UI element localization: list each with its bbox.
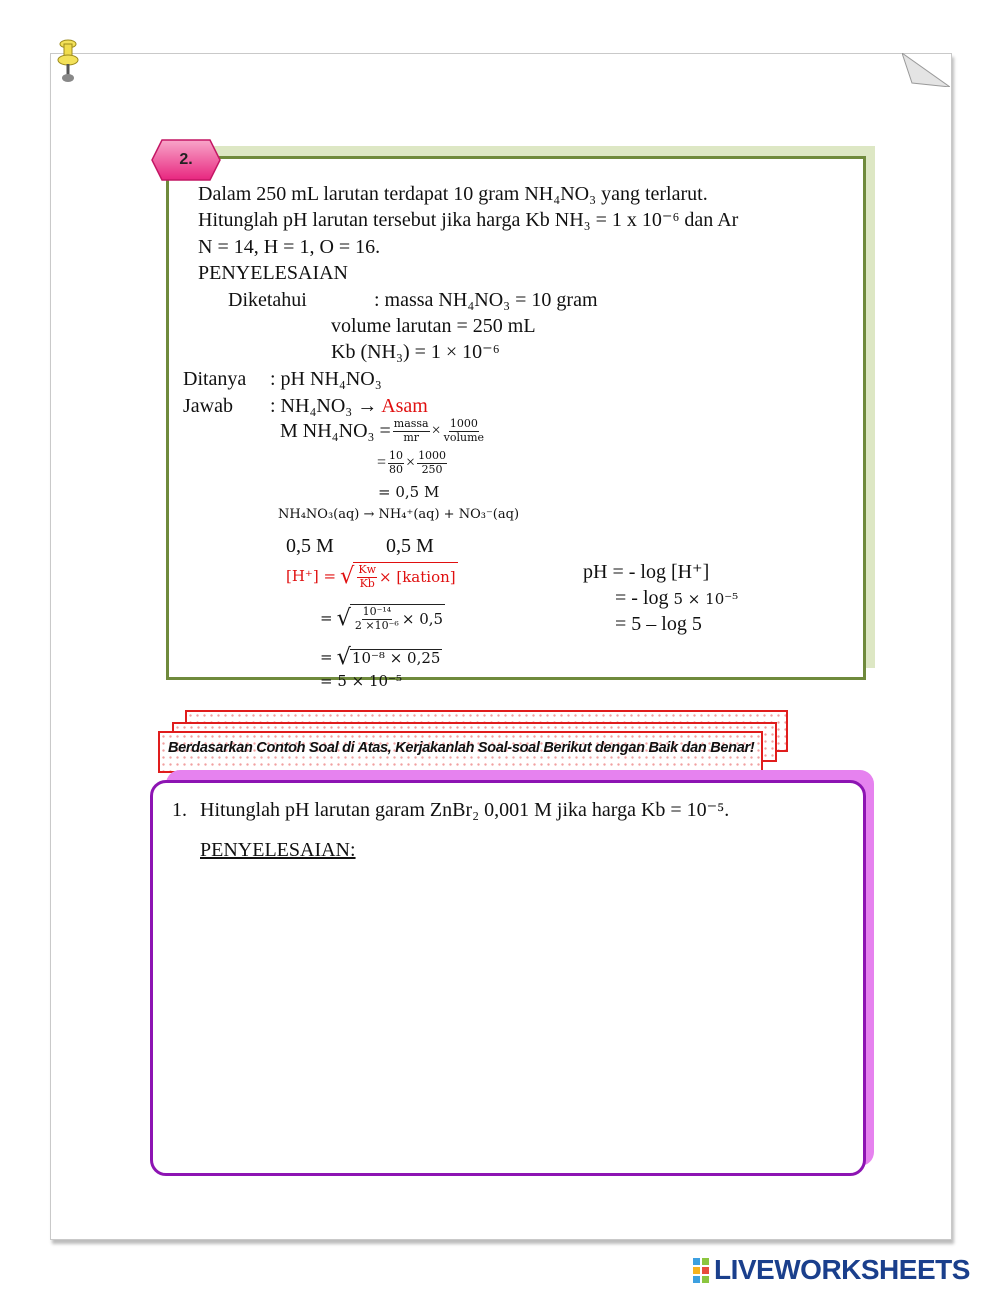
page-curl-corner (902, 53, 950, 87)
example-number: 2. (179, 151, 193, 168)
step1-num: 10⁻¹⁴ (362, 605, 392, 618)
step2-root: 10⁻⁸ × 0,25 (351, 648, 441, 667)
frac-250: 250 (421, 462, 443, 476)
instruction-text: Berdasarkan Contoh Soal di Atas, Kerjakanlah Soal-soal Berikut dengan Baik dan Benar! (168, 740, 755, 756)
ionization-reaction: NH₄NO₃(aq) → NH₄⁺(aq) + NO₃⁻(aq) (278, 507, 520, 522)
known-volume: volume larutan = 250 mL (331, 315, 536, 337)
kw-over-kb-fraction (357, 564, 377, 590)
problem-line-1: Dalam 250 mL larutan terdapat 10 gram NH₄NO₃ yang terlarut. (198, 183, 708, 205)
hydrogen-ion-formula (286, 562, 458, 590)
1000-over-volume-fraction (443, 418, 485, 444)
asked-value: : pH NH₄NO₃ (270, 368, 382, 390)
frac-80: 80 (389, 462, 404, 476)
problem-line-2: Hitunglah pH larutan tersebut jika harga Kb NH₃ = 1 x 10⁻⁶ dan Ar (198, 209, 739, 231)
mass-over-mr-fraction (393, 418, 430, 444)
liveworksheets-logo[interactable] (692, 1253, 992, 1287)
answer-area[interactable] (170, 870, 845, 1155)
molarity-result: = 0,5 M (378, 483, 440, 501)
step1-root (350, 604, 445, 632)
frac-kb: Kb (359, 576, 375, 590)
1000-over-250-fraction (417, 450, 447, 476)
known-kb: Kb (NH₃) = 1 × 10⁻⁶ (331, 341, 500, 363)
known-mass: : massa NH₄NO₃ = 10 gram (374, 289, 598, 311)
asked-label: Ditanya (183, 368, 247, 390)
concentration-anion: 0,5 M (386, 535, 434, 557)
sqrt-icon-3: √ (336, 644, 351, 670)
example-box (166, 156, 866, 680)
eq-sign-3: = (320, 608, 333, 627)
times-sign: × (431, 422, 441, 440)
frac-10: 10 (389, 449, 404, 462)
step1-fraction (354, 606, 400, 632)
molarity-lhs: M NH₄NO₃ = (280, 420, 391, 443)
frac-massa: massa (393, 417, 429, 430)
answer-line (270, 396, 428, 416)
h-step-2 (320, 646, 442, 669)
molarity-formula (280, 418, 487, 444)
h-step-1 (320, 604, 445, 632)
h-step-3: = 5 × 10⁻⁵ (320, 672, 403, 690)
solution-heading: PENYELESAIAN (198, 262, 348, 284)
step1-den: 2 ×10⁻⁶ (354, 618, 399, 632)
concentration-cation: 0,5 M (286, 535, 334, 557)
frac-volume: volume (443, 430, 485, 444)
frac-1000: 1000 (449, 417, 478, 430)
brand-name: LIVEWORKSHEETS (714, 1254, 970, 1285)
ph-line-2-value: 5 × 10⁻⁵ (673, 590, 739, 608)
answer-label: Jawab (183, 395, 233, 417)
ph-line-3: = 5 – log 5 (615, 613, 702, 635)
10-over-80-fraction (388, 450, 404, 476)
exercise-solution-heading: PENYELESAIAN: (200, 839, 356, 861)
frac-kw: Kw (358, 563, 377, 576)
known-label: Diketahui (228, 289, 307, 311)
answer-type: Asam (381, 395, 428, 417)
sqrt-icon: √ (340, 562, 355, 589)
ph-line-1: pH = - log [H⁺] (583, 561, 710, 583)
h-lhs: [H⁺] = (286, 566, 337, 585)
answer-value: : NH₄NO₃ → (270, 395, 378, 417)
ph-line-2 (615, 588, 738, 608)
h-kation: × [kation] (379, 567, 456, 586)
h-root (353, 562, 457, 590)
times-sign-2: × (406, 454, 416, 472)
step1-tail: × 0,5 (401, 609, 444, 628)
eq-sign: = (377, 454, 387, 472)
eq-sign-4: = (320, 647, 333, 666)
exercise-number: 1. (172, 799, 187, 821)
frac-1000b: 1000 (418, 449, 447, 462)
frac-mr: mr (403, 430, 420, 444)
exercise-question: Hitunglah pH larutan garam ZnBr₂ 0,001 M jika harga Kb = 10⁻⁵. (200, 799, 730, 821)
molarity-substitution (377, 450, 449, 476)
problem-line-3: N = 14, H = 1, O = 16. (198, 236, 381, 258)
ph-line-2-prefix: = - log (615, 587, 669, 609)
push-pin-icon (56, 38, 80, 84)
sqrt-icon-2: √ (336, 604, 351, 631)
logo-blocks-icon (692, 1257, 710, 1284)
